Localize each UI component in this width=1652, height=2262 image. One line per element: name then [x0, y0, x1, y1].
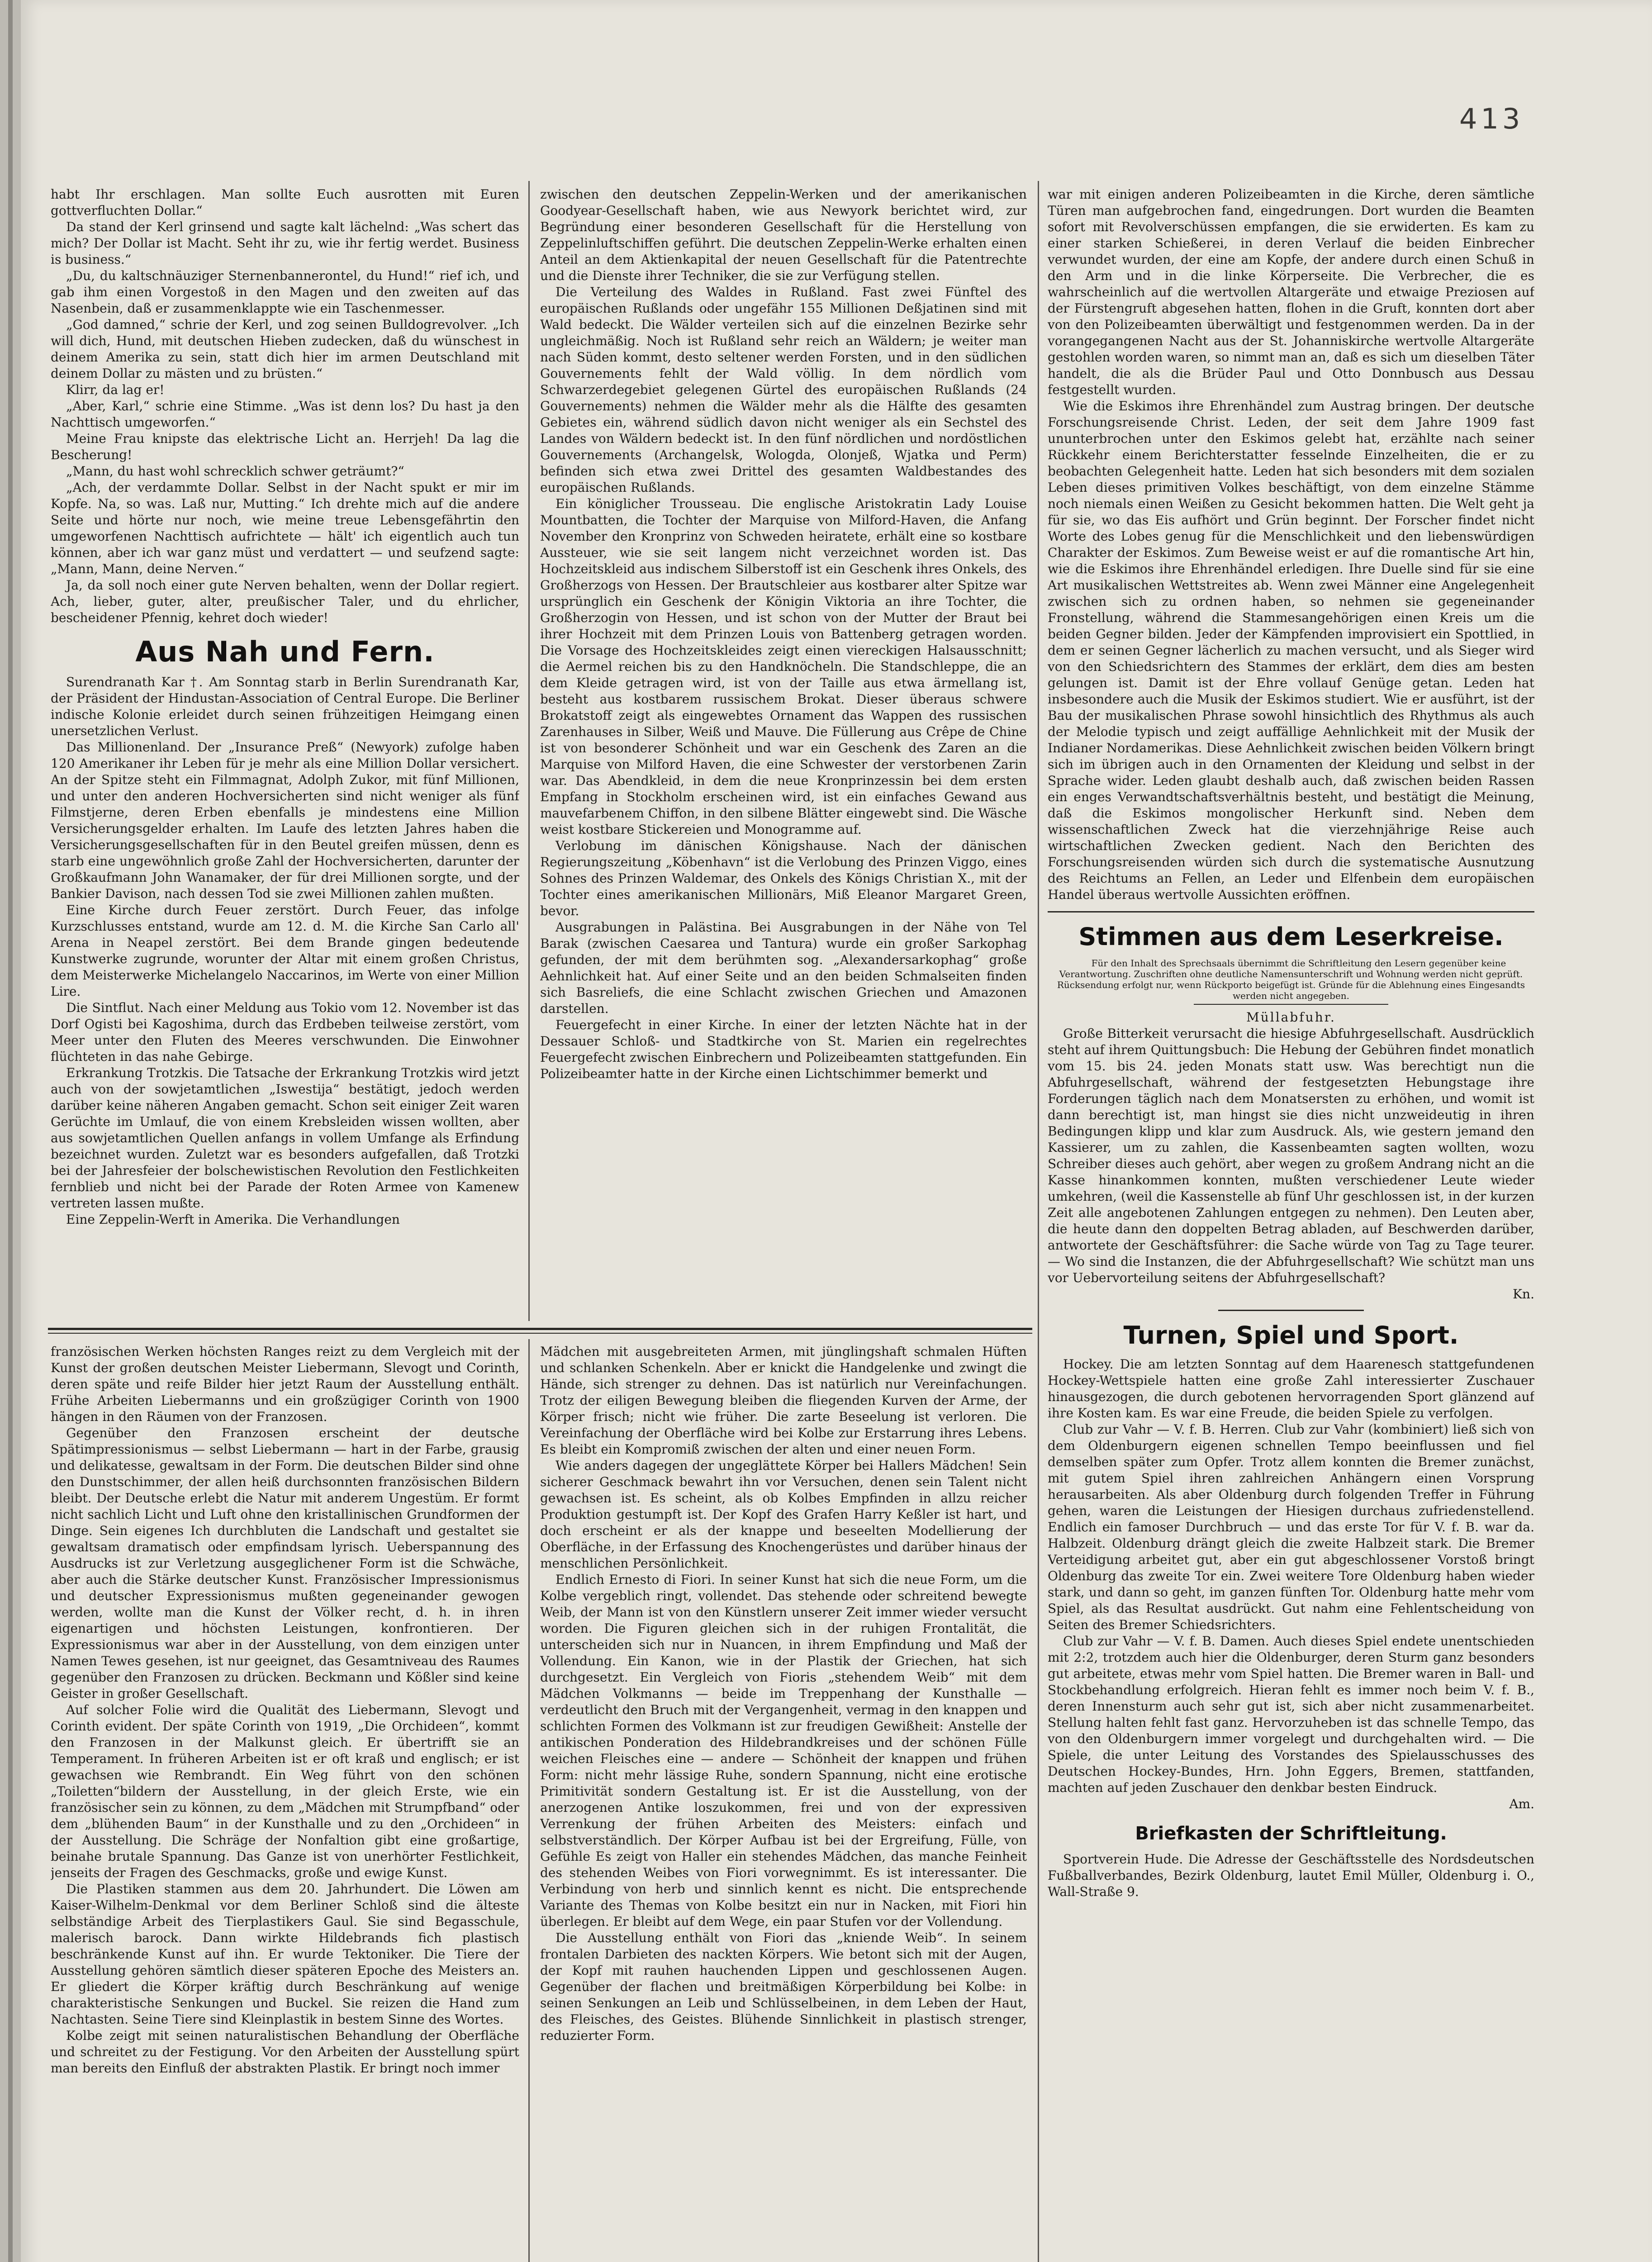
page-number: 413 — [1459, 102, 1524, 135]
section-divider — [48, 1333, 1032, 1334]
section-heading-stimmen: Stimmen aus dem Leserkreise. — [1078, 922, 1504, 951]
heading-rule — [1048, 911, 1534, 912]
section-divider — [48, 1328, 1032, 1330]
story-paragraph: „Ach, der verdammte Dollar. Selbst in der Nacht spukt er mir im Kopfe. Na, so was. Laß nur, Mutting.“ Ich drehte mich auf die andere Seite und hörte nur noch, wie meine treue Lebensgefährtin den umgeworfenen Nachttisch aufrichtete — hält' ich eigentlich auch tun können, aber ich war ganz müst und verdattert — und seufzend sagte: „Mann, Mann, deine Nerven.“ — [51, 480, 519, 576]
column-3 — [1048, 186, 1534, 2262]
section-heading-aus-nah-und-fern: Aus Nah und Fern. — [135, 635, 435, 668]
letter-paragraph: Große Bitterkeit verursacht die hiesige Abfuhrgesellschaft. Ausdrücklich steht auf ihrem Quittungsbuch: Die Hebung der Gebühren findet monatlich vom 15. bis 24. jeden Monats statt usw. Was berechtigt nun die Abfuhrgesellschaft, während der festgesetzten Hebungstage ihre Forderungen täglich nach dem Monatsersten zu erhöhen, und womit ist dann berechtigt ist, man hingst sie dies nicht unzweideutig in ihren Bedingungen klipp und klar zum Ausdruck. Als, wie gestern jemand den Kassierer, um zu zahlen, die Kassenbeamten sagten wollten, wozu Schreiber dieses auch gehört, aber wegen zu großem Andrang nicht an die Kasse hinankommen konnten, mußten verschiedener Leute wieder umkehren, (weil die Kassenstelle ab fünf Uhr geschlossen ist, in der kurzen Zeit alle angebotenen Zahlungen entgegen zu nehmen). Den Leuten aber, die heute dann den doppelten Betrag abladen, auf Beschwerden darüber, antwortete der Geschäftsführer: die Sache würde von Tag zu Tage teurer. — Wo sind die Instanzen, die der Abfuhrgesellschaft? Wie schützt man uns vor Uebervorteilung seitens der Abfuhrgesellschaft? — [1048, 1026, 1534, 1285]
sport-paragraph: Am. — [1509, 1796, 1534, 1811]
sport-paragraph: Club zur Vahr — V. f. B. Damen. Auch dieses Spiel endete unentschieden mit 2:2, trotzdem auch hier die Oldenburger, deren Sturm ganz besonders gut arbeitete, etwas mehr vom Spiel hatten. Die Bremer waren in Ball- und Stockbehandlung erfolgreich. Hieran fehlt es immer noch beim V. f. B., deren Innensturm auch sehr gut ist, sich aber nicht zusammenarbeitet. Stellung halten fehlt fast ganz. Hervorzuheben ist das schnelle Tempo, das von den Oldenburgern immer vorgelegt und durchgehalten wird. — Die Spiele, die unter Leitung des Vorstandes des Spielausschusses des Deutschen Hockey-Bundes, Hrn. John Eggers, Bremen, stattfanden, machten auf jeden Zuschauer den denkbar besten Eindruck. — [1048, 1634, 1534, 1795]
news-item: zwischen den deutschen Zeppelin-Werken und der amerikanischen Goodyear-Gesellschaft haben, wie aus Newyork berichtet wird, zur Begründung einer besonderen Gesellschaft für die Herstellung von Zeppelinluftschiffen geführt. Die deutschen Zeppelin-Werke erhalten einen Anteil an dem Aktienkapital der neuen Gesellschaft für die Patentrechte und die Dienste ihrer Techniker, die sie zur Verfügung stellen. — [540, 187, 1027, 283]
news-item: Das Millionenland. Der „Insurance Preß“ (Newyork) zufolge haben 120 Amerikaner ihr Leben für je mehr als eine Million Dollar versichert. An der Spitze steht ein Filmmagnat, Adolph Zukor, mit fünf Millionen, und unter den anderen Hochversicherten sind nicht weniger als fünf Filmstjerne, deren Erben ebenfalls je mindestens eine Million Versicherungsgelder erhalten. Im Laufe des letzten Jahres haben die Versicherungsgesellschaften für in den Beutel greifen müssen, denn es starb eine ungewöhnlich große Zahl der Hochversicherten, darunter der Großkaufmann John Wanamaker, der für drei Millionen sorgte, und der Bankier Davison, nach dessen Tod sie zwei Millionen zahlen mußten. — [51, 740, 519, 901]
column-rule — [1038, 181, 1039, 2262]
art-review-paragraph: Gegenüber den Franzosen erscheint der deutsche Spätimpressionismus — selbst Liebermann — hart in der Farbe, grausig und delikatesse, gewaltsam in der Form. Die deutschen Bilder sind ohne den Dunstschimmer, der allen heiß durchsonnten französischen Bildern bleibt. Der Deutsche erlebt die Natur mit anderem Ungestüm. Er formt nicht sachlich Licht und Luft ohne den kristallinischen Grundformen der Dinge. Sein eigenes Ich durchbluten die Landschaft und gestaltet sie gewaltsam dramatisch oder empfindsam lyrisch. Ueberspannung des Ausdrucks ist zur Verletzung ausgeglichener Form ist die Schwäche, aber auch die Stärke deutscher Kunst. Französischer Impressionismus und deutscher Expressionismus mußten gegeneinander gewogen werden, wollte man die Kunst der Völker recht, d. h. in ihren eigenartigen und höchsten Leistungen, konfrontieren. Der Expressionismus war aber in der Ausstellung, von dem einzigen unter Namen Tewes gesehen, ist nur geeignet, das Gesamtniveau des Raumes gegenüber den Franzosen zu drücken. Beckmann und Kößler sind keine Geister in großer Gesellschaft. — [51, 1426, 519, 1701]
section-heading-sport: Turnen, Spiel und Sport. — [1123, 1321, 1459, 1350]
sport-paragraph: Club zur Vahr — V. f. B. Herren. Club zur Vahr (kombiniert) ließ sich von dem Oldenburgern eigenen schnellen Tempo beeinflussen und fiel demselben später zum Opfer. Trotz allem konnten die Bremer zunächst, mit gutem Spiel ihren zahlreichen Anhängern einen Vorsprung herausarbeiten. Als aber Oldenburg durch folgenden Treffer in Führung gehen, waren die Leistungen der Hiesigen durchaus zufriedenstellend. Endlich ein famoser Durchbruch — und das erste Tor für V. f. B. war da. Halbzeit. Oldenburg drängt gleich die zweite Halbzeit stark. Die Bremer Verteidigung arbeitet gut, aber ein gut abgeschlossener Vorstoß bringt Oldenburg das zweite Tor ein. Zwei weitere Tore Oldenburg haben wieder stark, und dann so geht, im ganzen fünften Tor. Oldenburg hatte mehr vom Spiel, als das Resultat ausdrückt. Gut nahm eine Fehlentscheidung von Seiten des Bremer Schiedsrichters. — [1048, 1422, 1534, 1632]
news-item: Ausgrabungen in Palästina. Bei Ausgrabungen in der Nähe von Tel Barak (zwischen Caesarea und Tantura) wurde ein großer Sarkophag gefunden, der mit dem berühmten sog. „Alexandersarkophag“ große Aehnlichkeit hat. Auf einer Seite und an den beiden Schmalseiten finden sich Basreliefs, die eine Schlacht zwischen Griechen und Amazonen darstellen. — [540, 920, 1027, 1016]
news-item: Die Sintflut. Nach einer Meldung aus Tokio vom 12. November ist das Dorf Ogisti bei Kagoshima, durch das Erdbeben teilweise zerstört, vom Meer unter den Fluten des Meeres verschwunden. Die Einwohner flüchteten in das nahe Gebirge. — [51, 1000, 519, 1064]
heading-rule — [1194, 1004, 1388, 1005]
column-rule — [528, 181, 530, 1321]
briefkasten-text: Sportverein Hude. Die Adresse der Geschäftsstelle des Nordsdeutschen Fußballverbandes, Bezirk Oldenburg, lautet Emil Müller, Oldenburg i. O., Wall-Straße 9. — [1048, 1852, 1534, 1899]
story-paragraph: Meine Frau knipste das elektrische Licht an. Herrjeh! Da lag die Bescherung! — [51, 431, 519, 462]
art-review-paragraph: Wie anders dagegen der ungeglättete Körper bei Hallers Mädchen! Sein sicherer Geschmack bewahrt ihn vor Versuchen, denen sein Talent nicht gewachsen ist. Es scheint, als ob Kolbes Empfinden in allzu reicher Produktion gestumpft ist. Der Kopf des Grafen Harry Keßler ist hart, und doch erscheint er als der knappe und beseelten Modellierung der Oberfläche, in der Erfassung des Knochengerüstes und darüber hinaus der menschlichen Persönlichkeit. — [540, 1458, 1027, 1571]
story-paragraph: Ja, da soll noch einer gute Nerven behalten, wenn der Dollar regiert. Ach, lieber, guter, alter, preußischer Taler, und du ehrlicher, bescheidener Pfennig, kehret doch wieder! — [51, 578, 519, 625]
letter-title: Müllabfuhr. — [1246, 1010, 1336, 1025]
art-review-paragraph: Endlich Ernesto di Fiori. In seiner Kunst hat sich die neue Form, um die Kolbe vergeblich ringt, vollendet. Das stehende oder schreitend bewegte Weib, der Mann ist von den Künstlern unserer Zeit immer wieder versucht worden. Die Figuren gleichen sich in der ruhigen Frontalität, die unterscheiden sich nur in Nuancen, in ihrem Empfindung und Maß der Vollendung. Ein Kanon, wie in der Plastik der Griechen, hat sich durchgesetzt. Ein Vergleich von Fioris „stehendem Weib“ mit dem Mädchen Volkmanns — beide im Treppenhang der Kunsthalle — verdeutlicht den Bruch mit der Vergangenheit, vermag in den knappen und schlichten Formen des Volkmann ist zur freudigen Gewißheit: Anstelle der antikischen Ponderation des Hildebrandkreises und der schönen Fülle weichen Fleisches eine — andere — Schönheit der knappen und frühen Form: nicht mehr lässige Ruhe, sondern Spannung, nicht eine erotische Primitivität sondern Gestaltung ist. Er ist die Ausstellung, von der anerzogenen Antike loszukommen, frei und von der expressiven Verrenkung der frühen Arbeiten des Meisters: einfach und selbstverständlich. Der Körper Aufbau ist bei der Ergreifung, Fülle, von Gefühle Es zeigt von Haller ein stehendes Mädchen, das manche Feinheit des stehenden Weibes von Fiori vorwegnimmt. Es ist interessanter. Die Verbindung von herb und sinnlich kennt es nicht. Die entsprechende Variante des Themas von Kolbe besitzt ein nur in Nacken, mit Fiori hin überlegen. Er bleibt auf dem Wege, ein paar Stufen vor der Vollendung. — [540, 1572, 1027, 1929]
news-item: Ein königlicher Trousseau. Die englische Aristokratin Lady Louise Mountbatten, die Tochter der Marquise von Milford-Haven, die Anfang November den Kronprinz von Schweden heiratete, erhält eine so kostbare Aussteuer, wie sie seit langem nicht verzeichnet worden ist. Das Hochzeitskleid aus indischem Silberstoff ist ein Geschenk ihres Onkels, des Großherzogs von Hessen. Der Brautschleier aus kostbarer alter Spitze war ursprünglich ein Geschenk der Königin Viktoria an ihre Tochter, die Großherzogin von Hessen, und ist schon von der Mutter der Braut bei ihrer Hochzeit mit dem Prinzen Louis von Battenberg getragen worden. Die Vorsage des Hochzeitskleides zeigt einen viereckigen Halsausschnitt; die Aermel reichen bis zu den Handknöcheln. Die Standschleppe, die an dem Kleide getragen wird, ist von der Taille aus etwa ärmellang ist, besteht aus kostbarem russischem Brokat. Dieser überaus schwere Brokatstoff zeigt als eingewebtes Ornament das Wappen des russischen Zarenhauses in Silber, Weiß und Mauve. Die Füllerung aus Crêpe de Chine ist von besonderer Schönheit und war ein Geschenk des Zaren an die Marquise von Milford Haven, die eine Schwester der verstorbenen Zarin war. Das Abendkleid, in dem die neue Kronprinzessin bei dem ersten Empfang in Stockholm erscheinen wird, ist ein einfaches Gewand aus mauvefarbenem Chiffon, in den silbene Blätter eingewebt sind. Die Wäsche weist kostbare Stickereien und Monogramme auf. — [540, 496, 1027, 837]
news-item: Wie die Eskimos ihre Ehrenhändel zum Austrag bringen. Der deutsche Forschungsreisende Christ. Leden, der seit dem Jahre 1909 fast ununterbrochen unter den Eskimos gelebt hat, erzählte nach seiner Rückkehr einem Berichterstatter fesselnde Einzelheiten, die er zu beobachten Gelegenheit hatte. Leden hat sich besonders mit dem sozialen Leben dieses primitiven Volkes beschäftigt, von dem einzelne Stämme noch niemals einen Weißen zu Gesicht bekommen hatten. Die Welt geht ja für sie, wo das Eis aufhört und Grün beginnt. Der Forscher findet nicht Worte des Lobes genug für die Menschlichkeit und den liebenswürdigen Charakter der Eskimos. Zum Beweise weist er auf die romantische Art hin, wie die Eskimos ihre Ehrenhändel erledigen. Ihre Duelle sind für sie eine Art musikalischen Wettstreites ab. Wenn zwei Männer eine Angelegenheit zwischen sich zu ordnen haben, so nehmen sie gegeneinander Fronstellung, während die Stammesangehörigen einen Kreis um die beiden Gegner bilden. Jeder der Kämpfenden improvisiert ein Spottlied, in dem er seinen Gegner lächerlich zu machen versucht, und als Sieger wird von den Schiedsrichtern des Stammes der erklärt, dem dies am besten gelungen ist. Damit ist der Ehre vollauf Genüge getan. Leden hat insbesondere auch die Musik der Eskimos studiert. Wie er ausführt, ist der Bau der musikalischen Phrase sowohl hinsichtlich des Rhythmus als auch der Melodie typisch und zeigt auffällige Aehnlichkeit mit der Musik der Indianer Nordamerikas. Diese Aehnlichkeit zwischen beiden Völkern bringt sich im übrigen auch in den Ornamenten der Kleidung und selbst in der Sprache wider. Leden glaubt deshalb auch, daß zwischen beiden Rassen ein enges Verwandtschaftsverhältnis besteht, und bestätigt die Meinung, daß die Eskimos mongolischer Herkunft sind. Neben dem wissenschaftlichen Zweck hat die vierzehnjährige Reise auch wirtschaftlichen Zwecken gedient. Nach den Berichten des Forschungsreisenden würden sich durch die systematische Ausnutzung des Reichtums an Fellen, an Leder und Elfenbein dem europäischen Handel überaus wertvolle Aussichten eröffnen. — [1048, 399, 1534, 902]
heading-rule — [1218, 1310, 1364, 1311]
news-item: Erkrankung Trotzkis. Die Tatsache der Erkrankung Trotzkis wird jetzt auch von der sowjetamtlichen „Iswestija“ bestätigt, jedoch werden darüber keine näheren Angaben gemacht. Schon seit einiger Zeit waren Gerüchte im Umlauf, die von einem Krebsleiden wissen wollten, aber aus sowjetamtlichen Quellen anfangs in vollem Umfange als Erfindung bezeichnet wurden. Zuletzt war es besonders aufgefallen, daß Trotzki bei der Jahresfeier der bolschewistischen Revolution den Festlichkeiten fernblieb und nicht bei der Parade der Roten Armee von Kamenew vertreten lassen mußte. — [51, 1065, 519, 1211]
letter-paragraph: Kn. — [1513, 1287, 1534, 1302]
newspaper-page — [21, 0, 1652, 2262]
news-item: Eine Kirche durch Feuer zerstört. Durch Feuer, das infolge Kurzschlusses entstand, wurde am 12. d. M. die Kirche San Carlo all' Arena in Neapel zerstört. Bei dem Brande gingen bedeutende Kunstwerke zugrunde, worunter der Altar mit einem großen Christus, dem Meisterwerke Michelangelo Naccarinos, im Werte von einer Million Lire. — [51, 903, 519, 999]
section-heading-briefkasten: Briefkasten der Schriftleitung. — [1135, 1823, 1447, 1844]
news-item: war mit einigen anderen Polizeibeamten in die Kirche, deren sämtliche Türen man aufgebrochen fand, eingedrungen. Dort wurden die Beamten sofort mit Revolverschüssen empfangen, die sie erwiderten. Es kam zu einer starken Schießerei, in deren Verlauf die beiden Einbrecher verwundet wurden, der eine am Kopfe, der andere durch einen Schuß in den Arm und in die linke Körperseite. Die Verbrecher, die es wahrscheinlich auf die wertvollen Altargeräte und etwaige Preziosen auf der Fürstengruft abgesehen hatten, flohen in die Gruft, konnten dort aber von den Polizeibeamten überwältigt und festgenommen werden. Da in der vorangegangenen Nacht aus der St. Johanniskirche wertvolle Altargeräte gestohlen worden waren, so nimmt man an, daß es sich um dieselben Täter handelt, die als die Brüder Paul und Otto Donnbusch aus Dessau festgestellt wurden. — [1048, 187, 1534, 397]
column-2-upper — [540, 186, 1027, 1320]
story-paragraph: „Mann, du hast wohl schrecklich schwer geträumt?“ — [66, 464, 404, 479]
art-review-paragraph: Die Ausstellung enthält von Fiori das „kniende Weib“. In seinem frontalen Darbieten des nackten Körpers. Wie betont sich mit der Augen, der Kopf mit rauhen hauchenden Lippen und geschlossenen Augen. Gegenüber der flachen und breitmäßigen Körperbildung bei Kolbe: in seinen Senkungen an Leib und Schlüsselbeinen, in dem Leben der Haut, des Fleisches, des Geistes. Blühende Sinnlichkeit in plastisch strenger, reduzierter Form. — [540, 1930, 1027, 2043]
disclaimer: Für den Inhalt des Sprechsaals übernimmt die Schriftleitung den Lesern gegenüber keine Verantwortung. Zuschriften ohne deutliche Namensunterschrift und Wohnung werden nicht geprüft. Rücksendung erfolgt nur, wenn Rückporto beigefügt ist. Gründe für die Ablehnung eines Eingesandts werden nicht angegeben. — [1057, 958, 1525, 1001]
column-2-lower — [540, 1344, 1027, 2262]
news-item: Surendranath Kar †. Am Sonntag starb in Berlin Surendranath Kar, der Präsident der Hindustan-Association of Central Europe. Die Berliner indische Kolonie erleidet durch seinen frühzeitigen Heimgang einen unersetzlichen Verlust. — [51, 675, 519, 738]
story-paragraph: „Du, du kaltschnäuziger Sternenbannerontel, du Hund!“ rief ich, und gab ihm einen Vorgestoß in den Magen und den zweiten auf das Nasenbein, daß er zusammenklappte wie ein Taschenmesser. — [51, 268, 519, 316]
story-paragraph: habt Ihr erschlagen. Man sollte Euch ausrotten mit Euren gottverfluchten Dollar.“ — [51, 187, 519, 218]
column-1-upper — [51, 186, 519, 1320]
sport-paragraph: Hockey. Die am letzten Sonntag auf dem Haarenesch stattgefundenen Hockey-Wettspiele hatten eine große Zahl interessierter Zuschauer hinausgezogen, die durch gebotenen hervorragenden Sport glänzend auf ihre Kosten kam. Es war eine Freude, die beiden Spiele zu verfolgen. — [1048, 1357, 1534, 1421]
art-review-paragraph: Auf solcher Folie wird die Qualität des Liebermann, Slevogt und Corinth evident. Der späte Corinth von 1919, „Die Orchideen“, kommt den Franzosen in der Malkunst gleich. Er übertrifft sie an Temperament. In früheren Arbeiten ist er oft kraß und englisch; er ist gewachsen wie Rembrandt. Ein Weg führt von den schönen „Toiletten“bildern der Ausstellung, in der gleich Erste, wie ein französischer sein zu können, zu dem „Mädchen mit Strumpfband“ oder dem „blühenden Baum“ in der Kunsthalle und zu den „Orchideen“ in der Ausstellung. Die Schräge der Nonfaltion gibt eine großartige, beinahe brutale Spannung. Das Ganze ist von unerhörter Festlichkeit, jenseits der Fragen des Geschmacks, große und ewige Kunst. — [51, 1702, 519, 1880]
news-item: Verlobung im dänischen Königshause. Nach der dänischen Regierungszeitung „Köbenhavn“ ist die Verlobung des Prinzen Viggo, eines Sohnes des Prinzen Waldemar, des Onkels des Königs Christian X., mit der Tochter eines amerikanischen Millionärs, Miß Eleanor Margaret Green, bevor. — [540, 838, 1027, 918]
art-review-paragraph: Kolbe zeigt mit seinen naturalistischen Behandlung der Oberfläche und schreitet zu der Festigung. Vor den Arbeiten der Ausstellung spürt man bereits den Einfluß der abstrakten Plastik. Er bringt noch immer — [51, 2028, 519, 2076]
story-paragraph: „God damned,“ schrie der Kerl, und zog seinen Bulldogrevolver. „Ich will dich, Hund, mit deutschen Hieben zudecken, daß du wünschest in deinem Amerika zu sein, statt dich hier im armen Deutschland mit deinem Dollar zu mästen und zu brüsten.“ — [51, 317, 519, 381]
news-item: Die Verteilung des Waldes in Rußland. Fast zwei Fünftel des europäischen Rußlands oder ungefähr 155 Millionen Deßjatinen sind mit Wald bedeckt. Die Wälder verteilen sich auf die einzelnen Bezirke sehr ungleichmäßig. Noch ist Rußland sehr reich an Wäldern; je weiter man nach Süden kommt, desto seltener werden Forsten, und in den südlichen Gouvernements fehlt der Wald völlig. In dem nördlich vom Schwarzerdegebiet gelegenen Gürtel des europäischen Rußlands (24 Gouvernements) nehmen die Wälder mehr als die Hälfte des gesamten Gebietes ein, während südlich davon nicht weniger als ein Sechstel des Landes von Wäldern bedeckt ist. In den fünf nördlichen und nordöstlichen Gouvernements (Archangelsk, Wologda, Olonjeß, Wjatka und Perm) befinden sich etwa zwei Drittel des gesamten Waldbestandes des europäischen Rußlands. — [540, 285, 1027, 495]
binding-edge — [0, 0, 21, 2262]
news-item: Feuergefecht in einer Kirche. In einer der letzten Nächte hat in der Dessauer Schloß- und Stadtkirche von St. Marien ein regelrechtes Feuergefecht zwischen Einbrechern und Polizeibeamten stattgefunden. Ein Polizeibeamter hatte in der Kirche einen Lichtschimmer bemerkt und — [540, 1017, 1027, 1081]
column-1-lower — [51, 1344, 519, 2262]
art-review-paragraph: Mädchen mit ausgebreiteten Armen, mit jünglingshaft schmalen Hüften und schlanken Schenkeln. Aber er knickt die Handgelenke und zwingt die Hände, sich strenger zu dehnen. Das ist natürlich nur Vereinfachungen. Trotz der eiligen Bewegung bleiben die fliegenden Kurven der Arme, der Körper frisch; nicht wie früher. Die zarte Beseelung ist verloren. Die Vereinfachung der Oberfläche wird bei Kolbe zur Erstarrung ihres Lebens. Es bleibt ein Kompromiß zwischen der alten und einer neuen Form. — [540, 1344, 1027, 1457]
column-rule — [528, 1339, 530, 2262]
story-paragraph: „Aber, Karl,“ schrie eine Stimme. „Was ist denn los? Du hast ja den Nachttisch umgeworfen.“ — [51, 399, 519, 430]
story-paragraph: Klirr, da lag er! — [66, 382, 165, 397]
art-review-paragraph: Die Plastiken stammen aus dem 20. Jahrhundert. Die Löwen am Kaiser-Wilhelm-Denkmal vor dem Berliner Schloß sind die älteste selbständige Arbeit des Tierplastikers Gaul. Sie sind Begasschule, malerisch barock. Dann wirkte Hildebrands fich plastisch beschränkende Kunst auf ihn. Er wurde Tektoniker. Die Tiere der Ausstellung gehören sämtlich dieser späteren Epoche des Meisters an. Er gliedert die Körper kräftig durch Beschränkung auf wenige charakteristische Senkungen und Buckel. Sie reizen die Hand zum Nachtasten. Seine Tiere sind Kleinplastik in bestem Sinne des Wortes. — [51, 1882, 519, 2027]
story-paragraph: Da stand der Kerl grinsend und sagte kalt lächelnd: „Was schert das mich? Der Dollar ist Macht. Seht ihr zu, wie ihr fertig werdet. Business is business.“ — [51, 219, 519, 267]
news-item: Eine Zeppelin-Werft in Amerika. Die Verhandlungen — [66, 1212, 400, 1227]
art-review-paragraph: französischen Werken höchsten Ranges reizt zu dem Vergleich mit der Kunst der großen deutschen Meister Liebermann, Slevogt und Corinth, deren späte und reife Bilder hier jetzt Raum der Ausstellung enthält. Frühe Arbeiten Liebermanns und ein großzügiger Corinth von 1900 hängen in den Räumen von der Franzosen. — [51, 1344, 519, 1424]
